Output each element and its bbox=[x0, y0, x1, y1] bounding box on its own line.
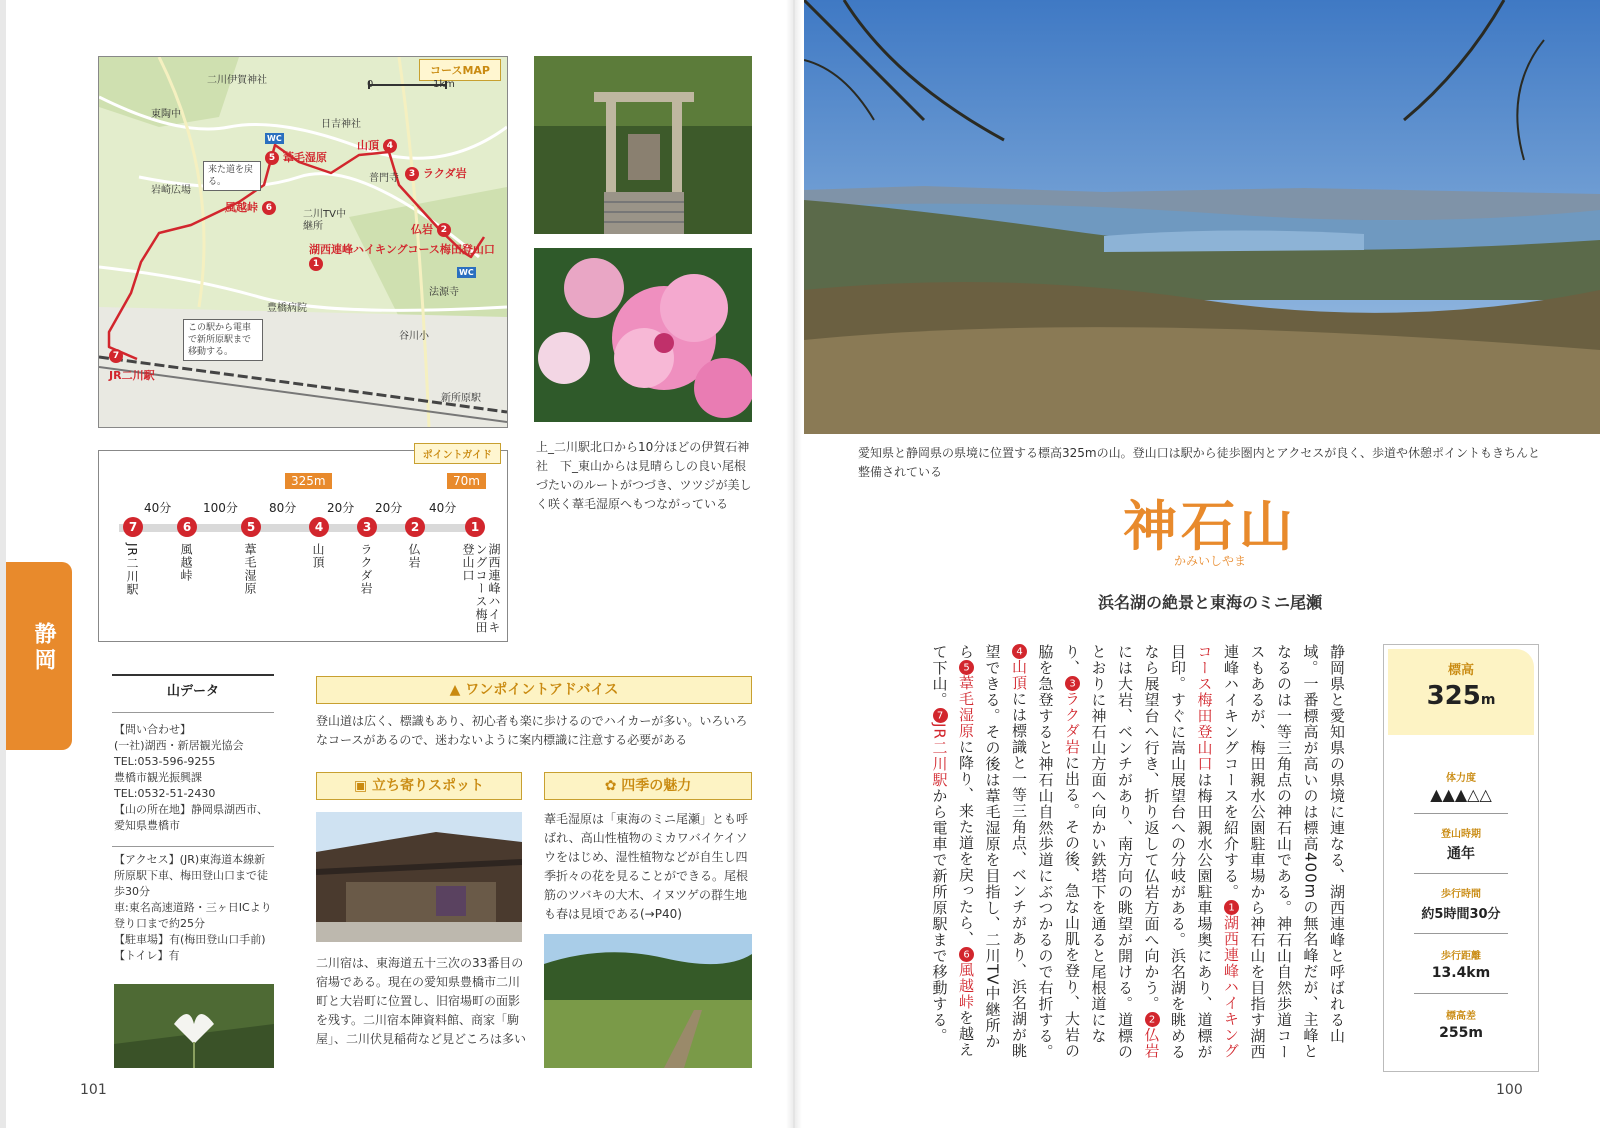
note-train: この駅から電車で新所原駅まで移動する。 bbox=[183, 319, 263, 361]
num-badge: 4 bbox=[1012, 644, 1027, 659]
guide-point-1: 1 bbox=[465, 517, 485, 537]
body-place: 仏岩 bbox=[1142, 1027, 1161, 1059]
photo-caption-top: 上_二川駅北口から10分ほどの伊賀石神社 下_東山からは見晴らしの良い尾根づたいのルートがつづき、ツツジが美しく咲く葦毛湿原へもつながっている bbox=[536, 440, 752, 511]
wc-icon: WC bbox=[267, 134, 282, 143]
guide-point-2: 2 bbox=[405, 517, 425, 537]
advice-title: ワンポイントアドバイス bbox=[465, 682, 619, 698]
route-point-3: 3 ラクダ岩 bbox=[405, 165, 467, 181]
advice-header: ▲ ワンポイントアドバイス bbox=[316, 676, 752, 704]
guide-point-name: 山頂 bbox=[311, 543, 325, 569]
shrine-image bbox=[534, 56, 752, 234]
photo-caption-main: 愛知県と静岡県の県境に位置する標高325mの山。登山口は駅から徒歩圏内とアクセスが良く、歩道や休憩ポイントもきちんと整備されている bbox=[858, 446, 1540, 479]
page-number-left: 101 bbox=[80, 1082, 107, 1098]
data-rule bbox=[112, 712, 274, 713]
spot-header: ▣ 立ち寄りスポット bbox=[316, 772, 522, 800]
body-part: は梅田親水公園駐車場奥にあり、道標が目印。すぐに嵩山展望台への分岐がある。浜名湖を眺めるなら展望台へ行き、折り返して仏岩方面へ向かう。 bbox=[1142, 644, 1214, 1060]
orchid-image bbox=[114, 984, 274, 1068]
azalea-photo bbox=[534, 248, 752, 422]
mountain-name: 神石山 bbox=[1123, 495, 1297, 558]
body-part: には大岩、ベンチがあり、南方向の眺望が開ける。道標のとおりに神石山方面へ向かい鉄塔下を通ると尾根道になり、 bbox=[1063, 644, 1134, 1060]
stats-panel bbox=[1383, 644, 1539, 1072]
summit-altitude: 325m bbox=[285, 473, 332, 489]
marsh-image bbox=[544, 934, 752, 1068]
body-place: JR二川駅 bbox=[930, 723, 949, 788]
guide-point-name: ラクダ岩 bbox=[359, 543, 373, 595]
map-landmark: 法源寺 bbox=[429, 287, 459, 298]
guide-time: 20分 bbox=[327, 501, 355, 515]
panorama-image bbox=[804, 0, 1600, 434]
body-part: 静岡県と愛知県の県境に連なる、湖西連峰と呼ばれる山域。一番標高が高いのは標高400mの無名峰だが、主峰となるのは一等三角点の神石山である。神石山自然歩道コースもあるが、梅田親水公園駐車場から神石山を目指す湖西連峰ハイキングコースを紹介する。 bbox=[1222, 644, 1346, 1060]
seasons-text: 葦毛湿原は「東海のミニ尾瀬」とも呼ばれ、高山性植物のミカワバイケイソウをはじめ、湿性植物などが自生し四季折々の花を見ることができる。尾根筋のツバキの大木、イヌツゲの群生地も春は見頃である(→P40) bbox=[544, 812, 749, 921]
route-point-7-label: JR二川駅 bbox=[109, 369, 155, 382]
guide-time: 80分 bbox=[269, 501, 297, 515]
guide-point-name: 仏岩 bbox=[407, 543, 421, 569]
scale-zero: 0 bbox=[367, 79, 374, 90]
main-panorama-photo bbox=[804, 0, 1600, 434]
marsh-photo bbox=[544, 934, 752, 1068]
access: 【アクセス】(JR)東海道本線新所原駅下車、梅田登山口まで徒歩30分 bbox=[114, 853, 268, 898]
body-part: を越えて下山。 bbox=[930, 644, 975, 1058]
route-point-6: 風越峠 6 bbox=[225, 199, 276, 215]
seasons-header: ✿ 四季の魅力 bbox=[544, 772, 752, 800]
inquiry-2: 豊橋市観光振興課 bbox=[114, 771, 202, 784]
data-rule bbox=[112, 674, 274, 676]
guide-tag: ポイントガイド bbox=[414, 443, 501, 464]
elevation-value: 255m bbox=[1439, 1025, 1483, 1041]
stats-divider bbox=[1414, 933, 1508, 934]
stats-divider bbox=[1414, 993, 1508, 994]
inquiry-label: 【問い合わせ】 bbox=[114, 723, 191, 736]
shrine-photo bbox=[534, 56, 752, 234]
num-badge: 6 bbox=[959, 947, 974, 962]
wc-icon: WC bbox=[459, 268, 474, 277]
elevation-label: 標高差 bbox=[1446, 1011, 1476, 1022]
map-landmark: 岩崎広場 bbox=[151, 185, 191, 196]
map-landmark: 日吉神社 bbox=[321, 119, 361, 130]
note-return: 来た道を戻る。 bbox=[203, 161, 261, 191]
body-place: 葦毛湿原 bbox=[957, 675, 975, 739]
map-landmark: 豊橋病院 bbox=[267, 303, 307, 314]
num-badge: 3 bbox=[1065, 676, 1080, 691]
num-badge: 1 bbox=[1224, 900, 1239, 915]
body-place: 山頂 bbox=[1010, 659, 1028, 691]
guide-point-name: JR二川駅 bbox=[125, 543, 139, 596]
mountain-data-inquiry bbox=[114, 722, 276, 834]
tel-2: TEL:0532-51-2430 bbox=[114, 787, 216, 800]
mountain-subtitle: 浜名湖の絶景と東海のミニ尾瀬 bbox=[1097, 593, 1322, 612]
guide-time: 100分 bbox=[203, 501, 238, 515]
townhouse-image bbox=[316, 812, 522, 942]
map-landmark: 東陶中 bbox=[151, 109, 181, 120]
num-badge: 2 bbox=[1145, 1012, 1160, 1027]
time-value: 約5時間30分 bbox=[1421, 907, 1501, 922]
guide-point-4: 4 bbox=[309, 517, 329, 537]
body-place: 湖西連峰ハイキングコース梅田登山口 bbox=[1195, 644, 1240, 1059]
page-number-right: 100 bbox=[1496, 1082, 1523, 1098]
toilet: 【トイレ】有 bbox=[114, 949, 180, 962]
body-place: 風越峠 bbox=[957, 962, 975, 1010]
advice-text: 登山道は広く、標識もあり、初心者も楽に歩けるのでハイカーが多い。いろいろなコースがあるので、迷わないように案内標識に注意する必要がある bbox=[316, 714, 748, 747]
season-label: 登山時期 bbox=[1441, 829, 1481, 840]
guide-point-name: 湖西連峰ハイキングコース梅田登山口 bbox=[461, 543, 501, 634]
body-place: ラクダ岩 bbox=[1063, 691, 1081, 755]
route-point-5: 5 葦毛湿原 bbox=[265, 149, 327, 165]
guide-point-7: 7 bbox=[123, 517, 143, 537]
guide-point-3: 3 bbox=[357, 517, 377, 537]
point-guide bbox=[98, 450, 508, 642]
course-map bbox=[98, 56, 508, 428]
stamina-label: 体力度 bbox=[1446, 773, 1476, 784]
azalea-image bbox=[534, 248, 752, 422]
townhouse-photo bbox=[316, 812, 522, 942]
orchid-photo bbox=[114, 984, 274, 1068]
body-part: に出る。その後、急な山肌を登り、大岩の脇を急登すると神石山自然歩道にぶつかるので右折する。 bbox=[1036, 644, 1081, 1060]
tel-1: TEL:053-596-9255 bbox=[114, 755, 216, 768]
altitude-label: 標高 bbox=[1447, 663, 1474, 678]
stamina-value: ▲▲▲△△ bbox=[1430, 785, 1492, 804]
mountain-reading: かみいしやま bbox=[1173, 554, 1246, 568]
scale-km: 1km bbox=[433, 79, 455, 90]
guide-time: 40分 bbox=[144, 501, 172, 515]
season-value: 通年 bbox=[1447, 846, 1475, 862]
body-part: から電車で新所原駅まで移動する。 bbox=[930, 787, 949, 1044]
num-badge: 7 bbox=[933, 708, 948, 723]
body-part: に降り、来た道を戻ったら、 bbox=[957, 739, 975, 947]
spot-title: 立ち寄りスポット bbox=[372, 778, 485, 794]
seasons-title: 四季の魅力 bbox=[621, 778, 692, 794]
distance-value: 13.4km bbox=[1431, 965, 1491, 981]
data-rule bbox=[112, 846, 274, 847]
guide-point-6: 6 bbox=[177, 517, 197, 537]
guide-time: 20分 bbox=[375, 501, 403, 515]
route-point-7: 7 bbox=[109, 349, 123, 363]
book-gutter bbox=[786, 0, 802, 1128]
map-landmark: 二川伊賀神社 bbox=[207, 75, 267, 86]
distance-label: 歩行距離 bbox=[1441, 951, 1481, 962]
map-landmark: 新所原駅 bbox=[441, 393, 481, 404]
route-point-2: 仏岩 2 bbox=[411, 221, 451, 237]
route-point-1: 湖西連峰ハイキングコース梅田登山口 1 bbox=[309, 243, 495, 269]
inquiry-1: (一社)湖西・新居観光協会 bbox=[114, 739, 244, 752]
stats-divider bbox=[1414, 813, 1508, 814]
mountain-data-access bbox=[114, 852, 276, 964]
prefecture-tab bbox=[6, 562, 72, 750]
start-altitude: 70m bbox=[447, 473, 486, 489]
guide-time: 40分 bbox=[429, 501, 457, 515]
spot-text: 二川宿は、東海道五十三次の33番目の宿場である。現在の愛知県豊橋市二川町と大岩町に位置し、旧宿場町の面影を残す。二川宿本陣資料館、商家「駒屋」、二川伏見稲荷など見どころは多い bbox=[316, 956, 527, 1046]
guide-point-5: 5 bbox=[241, 517, 261, 537]
body-text bbox=[888, 644, 1350, 1062]
time-label: 歩行時間 bbox=[1441, 889, 1481, 900]
car-access: 車:東名高速道路・三ヶ日ICより登り口まで約25分 bbox=[114, 901, 272, 930]
altitude-unit: m bbox=[1480, 692, 1496, 708]
map-landmark: 谷川小 bbox=[399, 331, 429, 342]
guide-point-name: 葦毛湿原 bbox=[243, 543, 257, 595]
prefecture-label: 静岡 bbox=[31, 622, 56, 674]
altitude-value bbox=[1384, 681, 1538, 711]
mountain-data-title: 山データ bbox=[166, 684, 219, 699]
num-badge: 5 bbox=[959, 660, 974, 675]
altitude-number: 325 bbox=[1426, 681, 1481, 711]
guide-point-name: 風越峠 bbox=[179, 543, 193, 582]
parking: 【駐車場】有(梅田登山口手前) bbox=[114, 933, 266, 946]
route-point-4: 山頂 4 bbox=[357, 137, 397, 153]
location: 【山の所在地】静岡県湖西市、愛知県豊橋市 bbox=[114, 803, 268, 832]
stats-divider bbox=[1414, 873, 1508, 874]
body-part: には標識と一等三角点、ベンチがあり、浜名湖が眺望できる。その後は葦毛湿原を目指し、二川TV中継所から bbox=[957, 644, 1028, 1059]
map-landmark: 二川TV中継所 bbox=[303, 209, 346, 232]
map-landmark: 普門寺 bbox=[369, 173, 399, 184]
map-tag: コースMAP bbox=[419, 59, 501, 81]
